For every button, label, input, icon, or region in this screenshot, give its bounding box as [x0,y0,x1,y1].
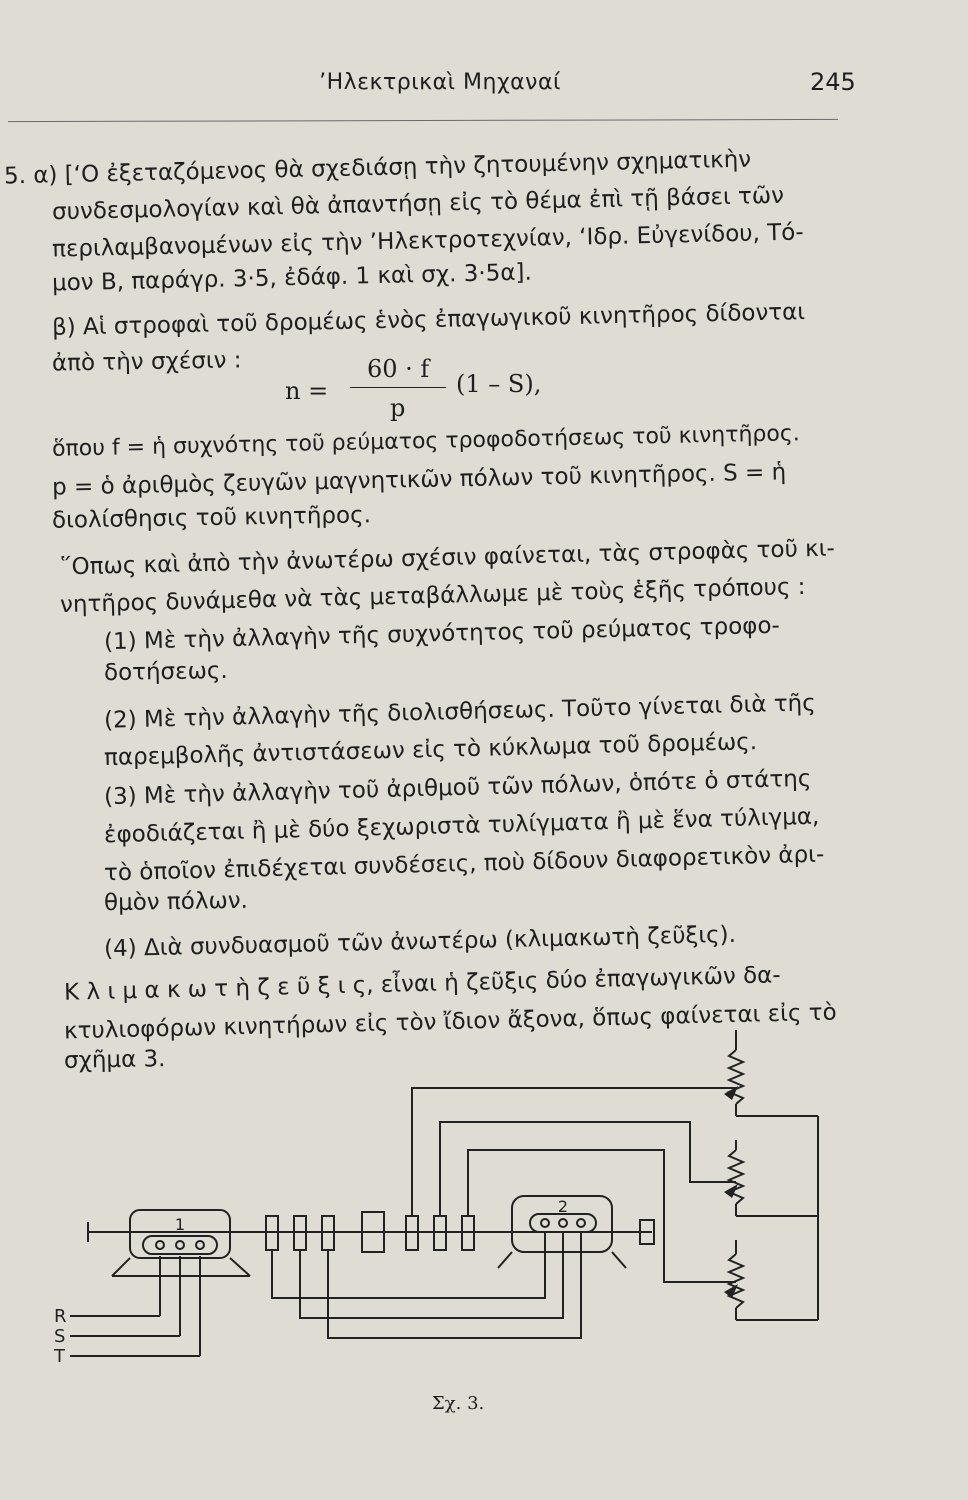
text-line: σχῆμα 3. [63,1046,166,1074]
text-line: συνδεσμολογίαν καὶ θὰ ἀπαντήσῃ εἰς τὸ θέμα ἐπὶ τῇ βάσει τῶν [51,182,785,226]
text-line: κτυλιοφόρων κινητήρων εἰς τὸν ἴδιον ἄξονα, ὅπως φαίνεται εἰς τὸ [63,999,837,1045]
formula-numerator: 60 · f [367,355,430,383]
formula-rhs: (1 – S), [456,370,542,398]
text-line: ἀπὸ τὴν σχέσιν : [51,347,242,377]
text-line: (3) Μὲ τὴν ἀλλαγὴν τοῦ ἀριθμοῦ τῶν πόλων, ὁπότε ὁ στάτης [103,765,812,811]
text-line: τὸ ὁποῖον ἐπιδέχεται συνδέσεις, ποὺ δίδουν διαφορετικὸν ἀρι- [103,841,825,887]
text-line: θμὸν πόλων. [103,887,249,917]
text-line: ῞Οπως καὶ ἀπὸ τὴν ἀνωτέρω σχέσιν φαίνεται, τὰς στροφὰς τοῦ κι- [59,535,836,581]
text-line: β) Αἱ στροφαὶ τοῦ δρομέως ἑνὸς ἐπαγωγικοῦ κινητῆρος δίδονται [51,299,806,341]
running-header: ’Ηλεκτρικαὶ Μηχαναί [319,70,561,95]
text-line: 5. α) [‘Ο ἐξεταζόμενος θὰ σχεδιάσῃ τὴν ζητουμένην σχηματικὴν [3,146,752,190]
formula-denominator: p [390,394,406,422]
text-line: δοτήσεως. [103,657,228,687]
figure-caption: Σχ. 3. [432,1393,485,1414]
text-line: μον Β, παράγρ. 3·5, ἐδάφ. 1 καὶ σχ. 3·5α]. [51,259,533,297]
text-line: παρεμβολῆς ἀντιστάσεων εἰς τὸ κύκλωμα τοῦ δρομέως. [103,729,758,771]
phase-label-r: R [54,1306,67,1327]
text-line: νητῆρος δυνάμεθα νὰ τὰς μεταβάλλωμε μὲ τοὺς ἑξῆς τρόπους : [59,573,806,619]
formula-lhs: n = [285,377,329,405]
phase-label-t: T [54,1346,65,1367]
motor-2-label: 2 [557,1197,569,1216]
text-line: (1) Μὲ τὴν ἀλλαγὴν τῆς συχνότητος τοῦ ρεύματος τροφο- [103,612,781,656]
text-line: (2) Μὲ τὴν ἀλλαγὴν τῆς διολισθήσεως. Τοῦτο γίνεται διὰ τῆς [103,690,817,734]
text-line: (4) Διὰ συνδυασμοῦ τῶν ἀνωτέρω (κλιμακωτὴ ζεῦξις). [103,921,737,963]
motor-1-label: 1 [174,1215,186,1234]
text-line: p = ὁ ἀριθμὸς ζευγῶν μαγνητικῶν πόλων τοῦ κινητῆρος. S = ἡ [51,459,787,501]
text-line: ὅπου f = ἡ συχνότης τοῦ ρεύματος τροφοδοτήσεως τοῦ κινητῆρος. [51,421,801,462]
page-number: 245 [810,68,856,96]
text-line: περιλαμβανομένων εἰς τὴν ’Ηλεκτροτεχνίαν, ‘Ιδρ. Εὐγενίδου, Τό- [51,219,804,263]
text-line: ἐφοδιάζεται ἢ μὲ δύο ξεχωριστὰ τυλίγματα ἢ μὲ ἕνα τύλιγμα, [103,803,820,849]
text-line: διολίσθησις τοῦ κινητῆρος. [51,502,372,534]
phase-label-s: S [54,1326,66,1347]
text-line: Κ λ ι μ α κ ω τ ὴ ζ ε ῦ ξ ι ς, εἶναι ἡ ζεῦξις δύο ἐπαγωγικῶν δα- [63,962,781,1006]
